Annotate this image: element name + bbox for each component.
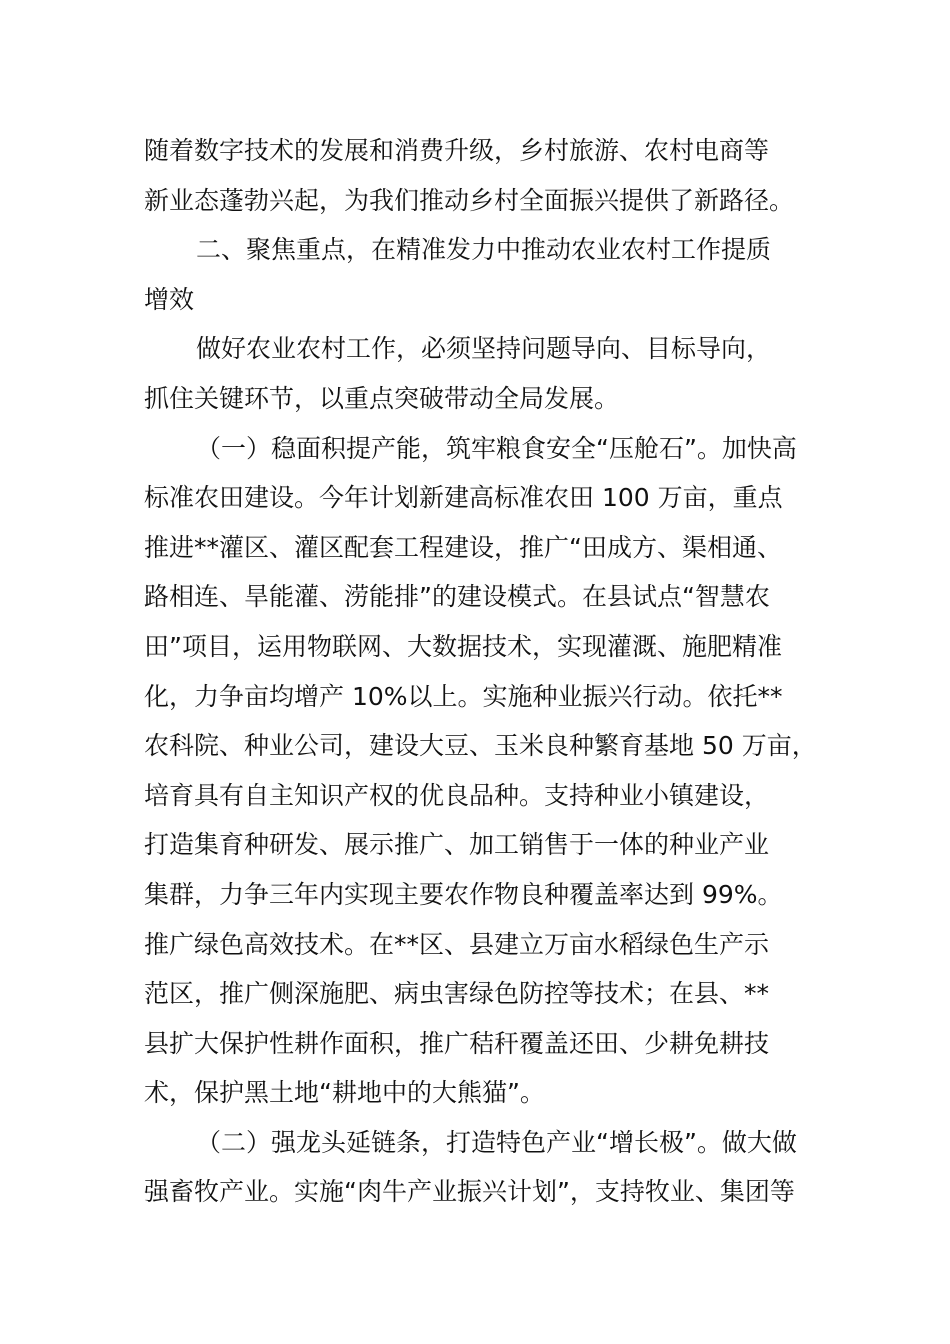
heading-line: 增效: [144, 284, 195, 314]
text-line: （一）稳面积提产能，筑牢粮食安全“压舱石”。加快高: [196, 433, 797, 463]
text-line: 集群，力争三年内实现主要农作物良种覆盖率达到 99%。: [144, 879, 783, 909]
subsection-1-paragraph: [144, 424, 844, 1118]
text-line: 打造集育种研发、展示推广、加工销售于一体的种业产业: [144, 830, 770, 860]
text-line: （二）强龙头延链条，打造特色产业“增长极”。做大做: [196, 1127, 797, 1157]
text-line: 范区，推广侧深施肥、病虫害绿色防控等技术；在县、**: [144, 979, 770, 1009]
text-line: 做好农业农村工作，必须坚持问题导向、目标导向，: [196, 334, 772, 364]
text-line: 强畜牧产业。实施“肉牛产业振兴计划”，支持牧业、集团等: [144, 1177, 795, 1207]
heading-line: 二、聚焦重点，在精准发力中推动农业农村工作提质: [196, 235, 772, 265]
text-line: 抓住关键环节，以重点突破带动全局发展。: [144, 383, 620, 413]
text-line: 培育具有自主知识产权的优良品种。支持种业小镇建设，: [144, 780, 770, 810]
section-heading: [144, 225, 844, 324]
section-intro-paragraph: [144, 324, 844, 423]
text-line: 县扩大保护性耕作面积，推广秸秆覆盖还田、少耕免耕技: [144, 1028, 770, 1058]
text-line: 推进**灌区、灌区配套工程建设，推广“田成方、渠相通、: [144, 532, 782, 562]
text-line: 推广绿色高效技术。在**区、县建立万亩水稻绿色生产示: [144, 929, 770, 959]
text-line: 路相连、旱能灌、涝能排”的建设模式。在县试点“智慧农: [144, 582, 770, 612]
document-body: [144, 126, 844, 1217]
text-line: 新业态蓬勃兴起，为我们推动乡村全面振兴提供了新路径。: [144, 185, 795, 215]
intro-paragraph: [144, 126, 844, 225]
text-line: 农科院、种业公司，建设大豆、玉米良种繁育基地 50 万亩，: [144, 731, 817, 761]
text-line: 化，力争亩均增产 10%以上。实施种业振兴行动。依托**: [144, 681, 783, 711]
text-line: 标准农田建设。今年计划新建高标准农田 100 万亩，重点: [144, 483, 783, 513]
subsection-2-paragraph: [144, 1118, 844, 1217]
text-line: 随着数字技术的发展和消费升级，乡村旅游、农村电商等: [144, 136, 770, 165]
text-line: 术，保护黑土地“耕地中的大熊猫”。: [144, 1078, 545, 1108]
text-line: 田”项目，运用物联网、大数据技术，实现灌溉、施肥精准: [144, 631, 782, 661]
